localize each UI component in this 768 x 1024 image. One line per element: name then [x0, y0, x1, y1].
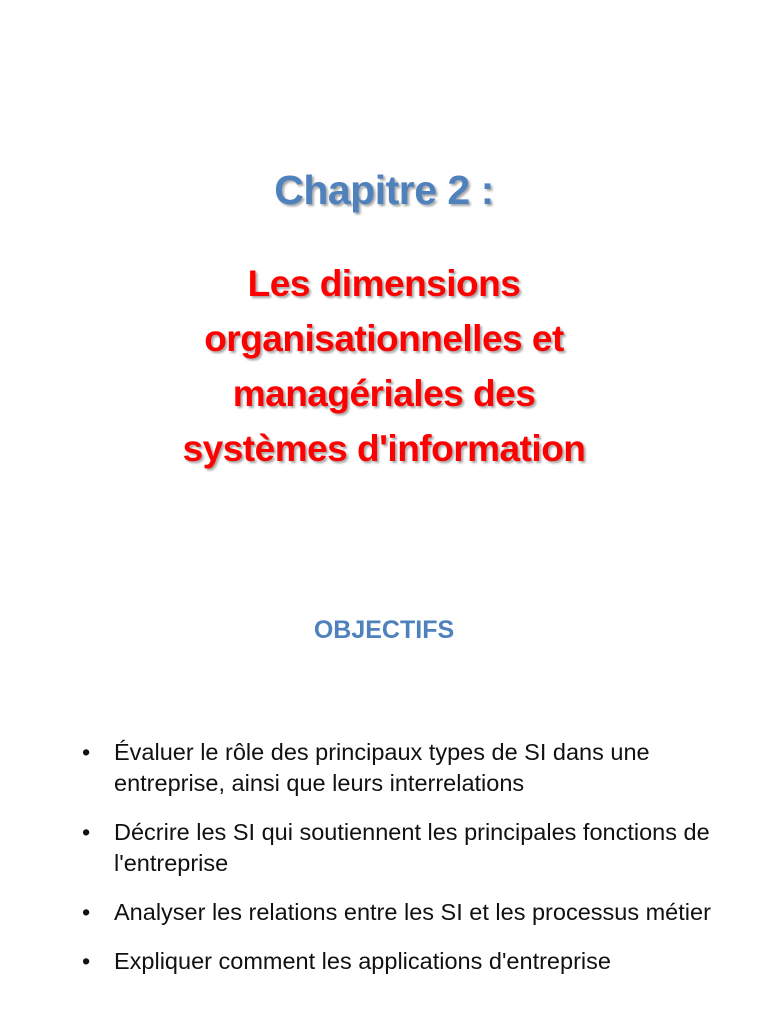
bullet-marker: • [82, 948, 91, 974]
objective-item [82, 897, 722, 928]
bullet-marker: • [82, 739, 91, 765]
objective-text: Décrire les SI qui soutiennent les principales fonctions de l'entreprise [114, 819, 710, 876]
objective-text: Expliquer comment les applications d'entreprise [114, 948, 611, 974]
title-line: organisationnelles et [204, 318, 564, 359]
title-line: systèmes d'information [182, 428, 586, 469]
objective-item [82, 946, 722, 977]
objectives-heading: OBJECTIFS [313, 616, 455, 644]
objective-text: Analyser les relations entre les SI et les processus métier [114, 899, 711, 925]
objective-text: Évaluer le rôle des principaux types de SI dans une entreprise, ainsi que leurs interrelations [114, 739, 650, 796]
bullet-marker: • [82, 899, 91, 925]
title-line: managériales des [232, 373, 536, 414]
chapter-heading: Chapitre 2 : [274, 167, 494, 213]
bullet-marker: • [82, 819, 91, 845]
objective-item [82, 817, 722, 879]
chapter-title [0, 256, 768, 476]
objectives-list [82, 737, 722, 995]
objective-item [82, 737, 722, 799]
title-line: Les dimensions [247, 263, 521, 304]
